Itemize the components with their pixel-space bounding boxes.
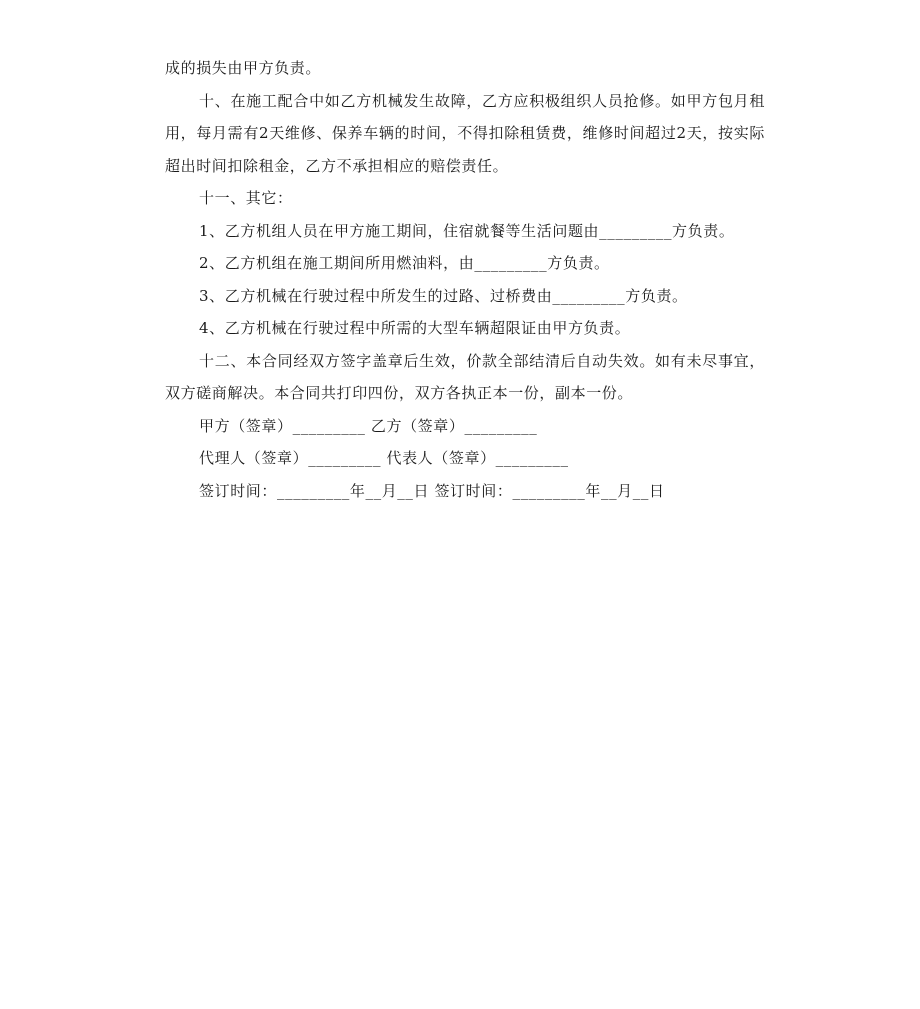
signature-parties: 甲方（签章）_________ 乙方（签章）_________ (199, 416, 538, 435)
clause-10: 十、在施工配合中如乙方机械发生故障，乙方应积极组织人员抢修。如甲方包月租用，每月需有2天维修、保养车辆的时间，不得扣除租赁费，维修时间超过2天，按实际超出时间扣除租金，乙方不承担相应的赔偿责任。 (165, 91, 765, 175)
clause-11-item-2: 2、乙方机组在施工期间所用燃油料，由_________方负责。 (199, 254, 610, 272)
clause-11-item-1: 1、乙方机组人员在甲方施工期间，住宿就餐等生活问题由_________方负责。 (199, 221, 735, 240)
clause-12: 十二、本合同经双方签字盖章后生效，价款全部结清后自动失效。如有未尽事宜，双方磋商解决。本合同共打印四份，双方各执正本一份，副本一份。 (165, 351, 765, 402)
clause-11-heading: 十一、其它： (199, 189, 293, 207)
clause-11-item-4: 4、乙方机械在行驶过程中所需的大型车辆超限证由甲方负责。 (199, 319, 631, 337)
signature-agents: 代理人（签章）_________ 代表人（签章）_________ (199, 449, 569, 467)
signature-dates: 签订时间：_________年__月__日 签订时间：_________年__月__日 (199, 481, 665, 500)
paragraph-continuation: 成的损失由甲方负责。 (165, 59, 322, 77)
clause-11-item-3: 3、乙方机械在行驶过程中所发生的过路、过桥费由_________方负责。 (199, 286, 688, 305)
document-page (165, 52, 765, 507)
